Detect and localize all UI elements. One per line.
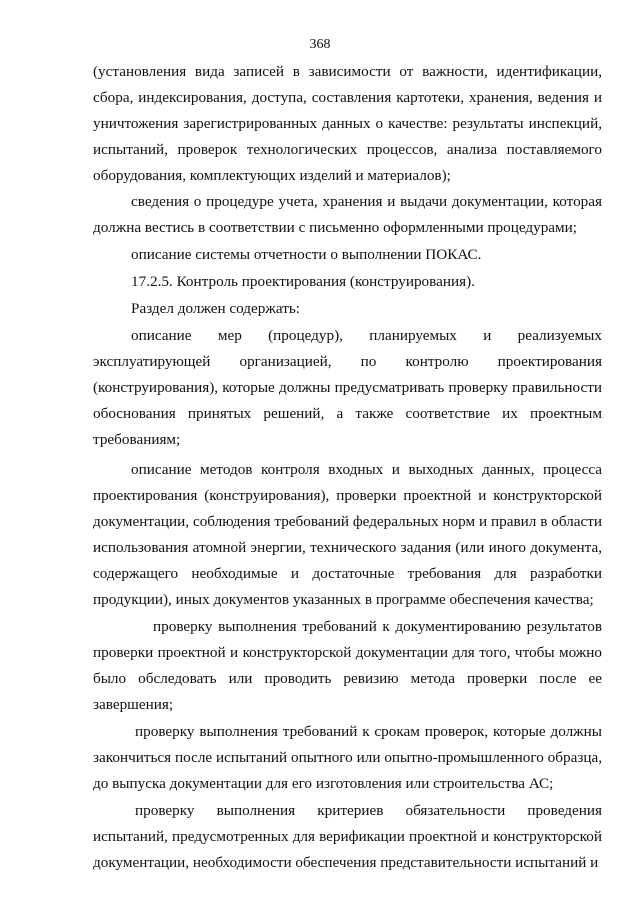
paragraph: (установления вида записей в зависимости от важности, идентификации, сбора, индексирования, доступа, составления картотеки, хранения, ведения и уничтожения зарегистрированных данных о качестве: результаты инспекций, испытаний, проверок технологических процессов, анализа поставляемого оборудования, комплектующих изделий и материалов); bbox=[93, 63, 602, 184]
document-body bbox=[93, 59, 602, 876]
paragraph: Раздел должен содержать: bbox=[131, 300, 300, 317]
paragraph: проверку выполнения требований к срокам проверок, которые должны закончиться после испытаний опытного или опытно-промышленного образца, до выпуска документации для его изготовления или строительства АС; bbox=[93, 723, 602, 792]
paragraph: описание мер (процедур), планируемых и реализуемых эксплуатирующей организацией, по контролю проектирования (конструирования), которые должны предусматривать проверку правильности обоснования принятых решений, а также соответствие их проектным требованиям; bbox=[93, 327, 602, 448]
paragraph: сведения о процедуре учета, хранения и выдачи документации, которая должна вестись в соответствии с письменно оформленными процедурами; bbox=[93, 193, 602, 236]
paragraph: описание системы отчетности о выполнении ПОКАС. bbox=[131, 246, 482, 263]
section-heading: 17.2.5. Контроль проектирования (конструирования). bbox=[131, 273, 475, 290]
page-number: 368 bbox=[309, 37, 331, 52]
paragraph: проверку выполнения критериев обязательности проведения испытаний, предусмотренных для верификации проектной и конструкторской документации, необходимости обеспечения представительности испытаний и bbox=[93, 802, 602, 871]
paragraph: проверку выполнения требований к документированию результатов проверки проектной и конструкторской документации для того, чтобы можно было обследовать или проводить ревизию метода проверки после ее завершения; bbox=[93, 618, 602, 713]
paragraph: описание методов контроля входных и выходных данных, процесса проектирования (конструирования), проверки проектной и конструкторской документации, соблюдения требований федеральных норм и правил в области использования атомной энергии, технического задания (или иного документа, содержащего необходимые и достаточные требования для разработки продукции), иных документов указанных в программе обеспечения качества; bbox=[93, 461, 602, 608]
